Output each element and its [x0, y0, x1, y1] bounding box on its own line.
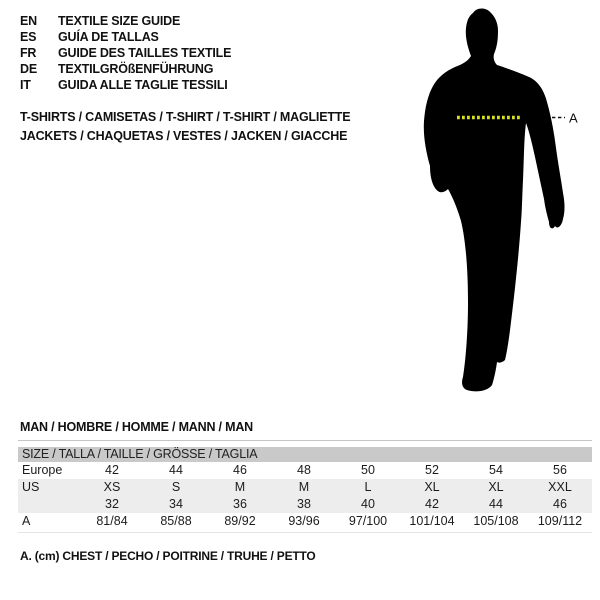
- table-cell: 48: [297, 463, 311, 477]
- table-cell: M: [298, 480, 310, 494]
- language-row-fr: [20, 45, 231, 61]
- garment-categories: [20, 108, 350, 146]
- row-label: A: [22, 514, 31, 528]
- language-code: FR: [20, 46, 37, 60]
- language-row-it: [20, 77, 231, 93]
- table-cell: 105/108: [473, 514, 519, 528]
- table-cell: 46: [553, 497, 567, 511]
- language-code: DE: [20, 62, 37, 76]
- man-silhouette-figure: [410, 0, 600, 400]
- table-cell: 42: [425, 497, 439, 511]
- table-cell: 52: [425, 463, 439, 477]
- table-row-uk-sizes: [18, 496, 592, 513]
- footnote-chest-measure: A. (cm) CHEST / PECHO / POITRINE / TRUHE / PETTO: [20, 549, 316, 563]
- table-top-rule: [18, 440, 592, 441]
- language-name: TEXTILE SIZE GUIDE: [58, 14, 181, 28]
- table-row-europe: [18, 462, 592, 479]
- table-bottom-rule: [18, 532, 592, 533]
- table-cell: 34: [169, 497, 183, 511]
- table-cell: XXL: [548, 480, 572, 494]
- row-label: Europe: [22, 463, 63, 477]
- table-cell: XS: [103, 480, 121, 494]
- language-code: ES: [20, 30, 37, 44]
- table-cell: 36: [233, 497, 247, 511]
- section-title-man: MAN / HOMBRE / HOMME / MANN / MAN: [20, 420, 253, 434]
- language-list: [20, 13, 231, 93]
- row-label: [18, 496, 80, 513]
- table-cell: 85/88: [160, 514, 192, 528]
- table-cell: M: [234, 480, 246, 494]
- man-silhouette: [424, 9, 565, 392]
- language-code: EN: [20, 14, 37, 28]
- language-row-de: [20, 61, 231, 77]
- table-cell: XL: [488, 480, 504, 494]
- table-cell: 109/112: [537, 514, 583, 528]
- category-line-jackets: JACKETS / CHAQUETAS / VESTES / JACKEN / GIACCHE: [20, 129, 348, 143]
- table-row-chest-a: [18, 513, 592, 530]
- table-cell: 93/96: [288, 514, 320, 528]
- language-name: GUIDA ALLE TAGLIE TESSILI: [58, 78, 228, 92]
- language-name: TEXTILGRÖßENFÜHRUNG: [58, 62, 214, 76]
- language-name: GUÍA DE TALLAS: [58, 30, 159, 44]
- table-cell: 56: [553, 463, 567, 477]
- table-cell: 38: [297, 497, 311, 511]
- table-cell: 44: [489, 497, 503, 511]
- table-cell: 54: [489, 463, 503, 477]
- language-row-en: [20, 13, 231, 29]
- category-line-tshirts: T-SHIRTS / CAMISETAS / T-SHIRT / T-SHIRT / MAGLIETTE: [20, 110, 351, 124]
- size-table: [18, 440, 592, 533]
- table-cell: 42: [105, 463, 119, 477]
- table-cell: L: [364, 480, 372, 494]
- table-cell: 32: [105, 497, 119, 511]
- table-cell: 40: [361, 497, 375, 511]
- language-row-es: [20, 29, 231, 45]
- table-cell: 50: [361, 463, 375, 477]
- table-header-size: SIZE / TALLA / TAILLE / GRÖSSE / TAGLIA: [18, 447, 592, 462]
- measure-label-a: A: [569, 110, 578, 126]
- language-name: GUIDE DES TAILLES TEXTILE: [58, 46, 232, 60]
- table-cell: S: [171, 480, 181, 494]
- table-cell: 89/92: [224, 514, 256, 528]
- table-cell: XL: [424, 480, 440, 494]
- table-cell: 44: [169, 463, 183, 477]
- table-cell: 81/84: [96, 514, 128, 528]
- man-silhouette-svg: [410, 0, 600, 400]
- table-row-us: [18, 479, 592, 496]
- table-cell: 101/104: [409, 514, 455, 528]
- table-cell: 97/100: [348, 514, 388, 528]
- table-cell: 46: [233, 463, 247, 477]
- language-code: IT: [20, 78, 31, 92]
- row-label: US: [22, 480, 40, 494]
